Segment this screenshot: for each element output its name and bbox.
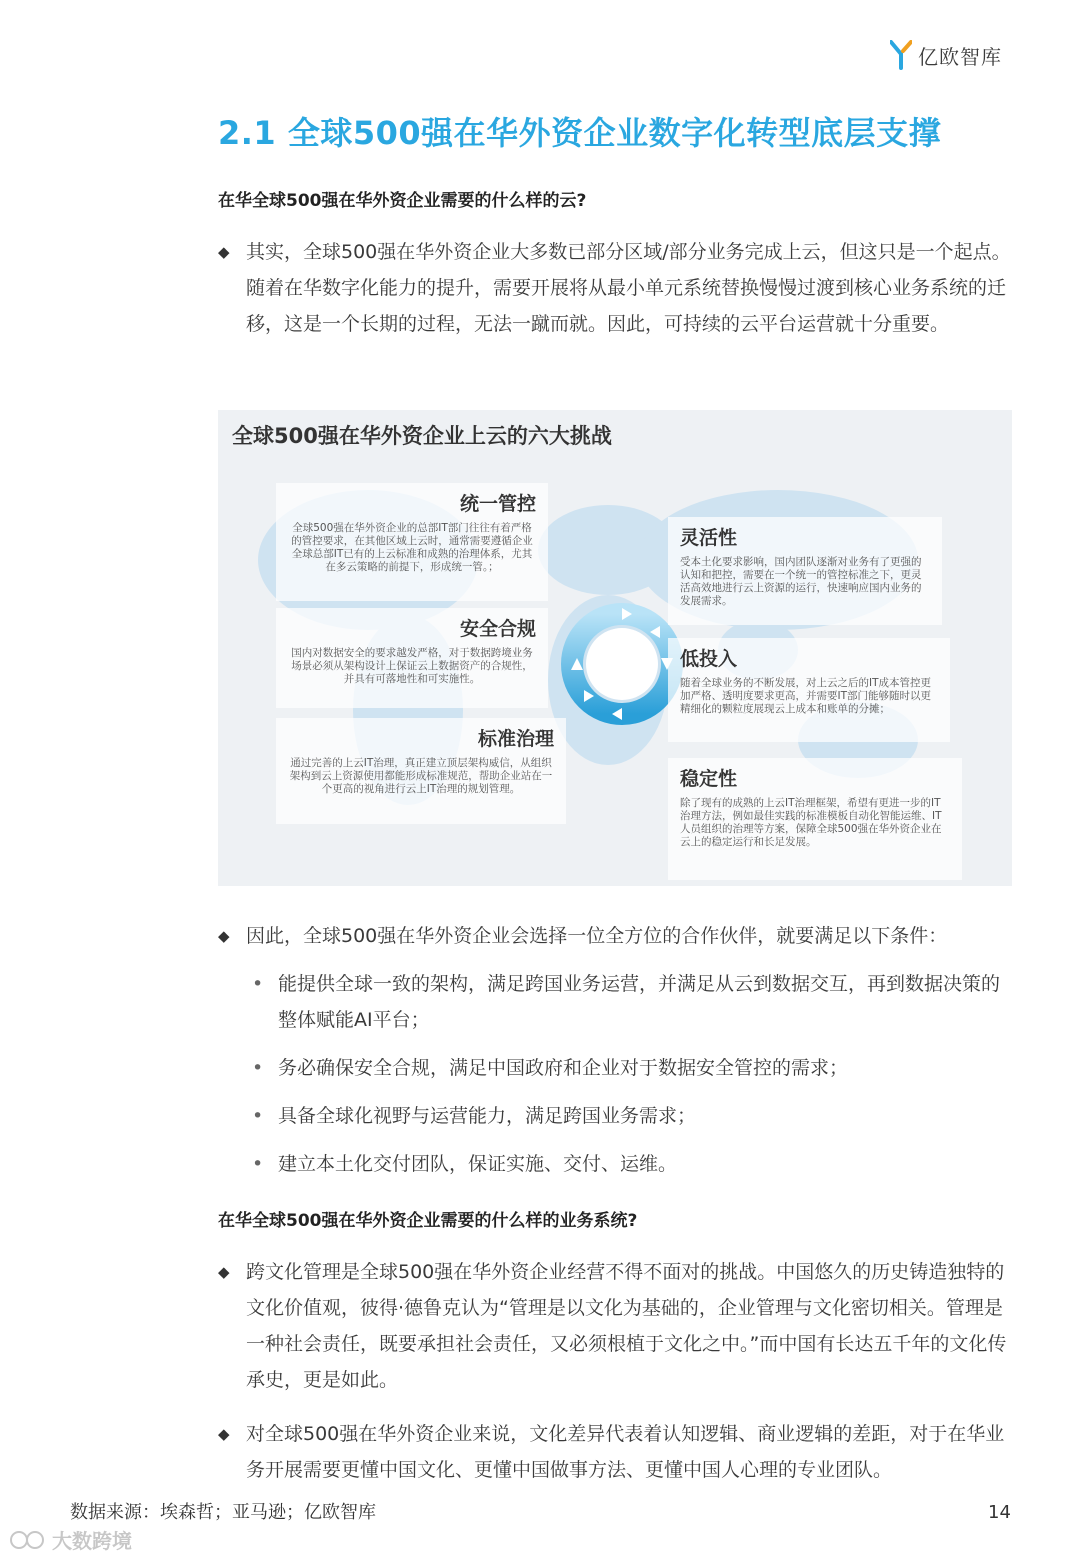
list-item (252, 966, 1012, 1038)
bullet-dot-icon: • (252, 1153, 264, 1175)
card-title: 灵活性 (680, 527, 738, 549)
card-title: 标准治理 (477, 728, 554, 750)
six-challenges-figure (218, 410, 1012, 886)
card-text: 受本土化要求影响，国内团队逐渐对业务有了更强的认知和把控，需要在一个统一的管控标准之下，更灵活高效地进行云上资源的运行，快速响应国内业务的发展需求。 (680, 556, 922, 607)
watermark-logo-icon (8, 1529, 48, 1551)
brand-name: 亿欧智库 (918, 44, 1002, 69)
challenge-card-standard-governance (276, 718, 566, 824)
challenge-card-low-investment (668, 638, 950, 742)
list-item (252, 1146, 1012, 1182)
paragraph-partner-conditions (218, 918, 1018, 954)
paragraph-text: 其实，全球500强在华外资企业大多数已部分区域/部分业务完成上云，但这只是一个起点。随着在华数字化能力的提升，需要开展将从最小单元系统替换慢慢过渡到核心业务系统的迁移，这是一个长期的过程，无法一蹴而就。因此，可持续的云平台运营就十分重要。 (246, 241, 1011, 335)
paragraph-text: 跨文化管理是全球500强在华外资企业经营不得不面对的挑战。中国悠久的历史铸造独特的文化价值观，彼得·德鲁克认为“管理是以文化为基础的，企业管理与文化密切相关。管理是一种社会责任，既要承担社会责任，又必须根植于文化之中。”而中国有长达五千年的文化传承史，更是如此。 (246, 1261, 1007, 1391)
list-item-text: 务必确保安全合规，满足中国政府和企业对于数据安全管控的需求； (278, 1057, 849, 1079)
page-number: 14 (988, 1502, 1011, 1523)
bullet-dot-icon: • (252, 1057, 264, 1079)
subheading-business-system: 在华全球500强在华外资企业需要的什么样的业务系统? (218, 1211, 638, 1231)
card-text: 全球500强在华外资企业的总部IT部门往往有着严格的管控要求，在其他区域上云时，通常需要遵循企业全球总部IT已有的上云标准和成熟的治理体系，尤其在多云策略的前提下，形成统一管。； (291, 522, 533, 573)
diamond-bullet-icon: ◆ (218, 1263, 230, 1281)
diamond-bullet-icon: ◆ (218, 927, 230, 945)
challenge-card-security-compliance (276, 608, 548, 708)
diamond-bullet-icon: ◆ (218, 1425, 230, 1443)
card-text: 除了现有的成熟的上云IT治理框架，希望有更进一步的IT治理方法，例如最佳实践的标准模板自动化智能运维、IT人员组织的治理等方案，保障全球500强在华外资企业在云上的稳定运行和长足发展。 (680, 797, 942, 848)
page-title: 2.1 全球500强在华外资企业数字化转型底层支撑 (218, 114, 942, 152)
bullet-dot-icon: • (252, 1105, 264, 1127)
paragraph-cultural-difference (218, 1416, 1018, 1488)
data-source-note: 数据来源：埃森哲；亚马逊；亿欧智库 (70, 1502, 376, 1523)
card-title: 稳定性 (680, 768, 738, 790)
challenge-card-stability (668, 758, 962, 880)
paragraph-cross-culture (218, 1254, 1018, 1398)
list-item (252, 1098, 1012, 1134)
card-text: 通过完善的上云IT治理，真正建立顶层架构威信，从组织架构到云上资源使用都能形成标准规范，帮助企业站在一个更高的视角进行云上IT治理的规划管理。 (289, 757, 553, 795)
paragraph-intro (218, 234, 1018, 342)
diamond-bullet-icon: ◆ (218, 243, 230, 261)
paragraph-text: 对全球500强在华外资企业来说，文化差异代表着认知逻辑、商业逻辑的差距，对于在华业务开展需要更懂中国文化、更懂中国做事方法、更懂中国人心理的专业团队。 (246, 1423, 1005, 1481)
challenge-card-flexibility (668, 517, 942, 625)
card-title: 统一管控 (459, 493, 536, 515)
figure-title: 全球500强在华外资企业上云的六大挑战 (232, 424, 612, 448)
list-item-text: 具备全球化视野与运营能力，满足跨国业务需求； (278, 1105, 697, 1127)
paragraph-text: 因此，全球500强在华外资企业会选择一位全方位的合作伙伴，就要满足以下条件： (246, 925, 948, 947)
list-item-text: 能提供全球一致的架构，满足跨国业务运营，并满足从云到数据交互，再到数据决策的整体赋能AI平台； (278, 973, 1001, 1031)
card-text: 国内对数据安全的要求越发严格，对于数据跨境业务场景必须从架构设计上保证云上数据资产的合规性，并具有可落地性和可实施性。 (291, 647, 533, 685)
bullet-dot-icon: • (252, 973, 264, 995)
watermark (8, 1525, 132, 1554)
list-item (252, 1050, 1012, 1086)
card-text: 随着全球业务的不断发展，对上云之后的IT成本管控更加严格、透明度要求更高，并需要IT部门能够随时以更精细化的颗粒度展现云上成本和账单的分摊； (680, 677, 932, 715)
brand-logo (890, 40, 1002, 70)
subheading-cloud: 在华全球500强在华外资企业需要的什么样的云? (218, 191, 587, 211)
card-title: 低投入 (680, 648, 738, 670)
list-item-text: 建立本土化交付团队，保证实施、交付、运维。 (278, 1153, 678, 1175)
challenge-card-unified-control (276, 483, 548, 601)
yiou-logo-icon (890, 40, 912, 70)
watermark-text: 大数跨境 (52, 1529, 132, 1553)
card-title: 安全合规 (459, 618, 536, 640)
